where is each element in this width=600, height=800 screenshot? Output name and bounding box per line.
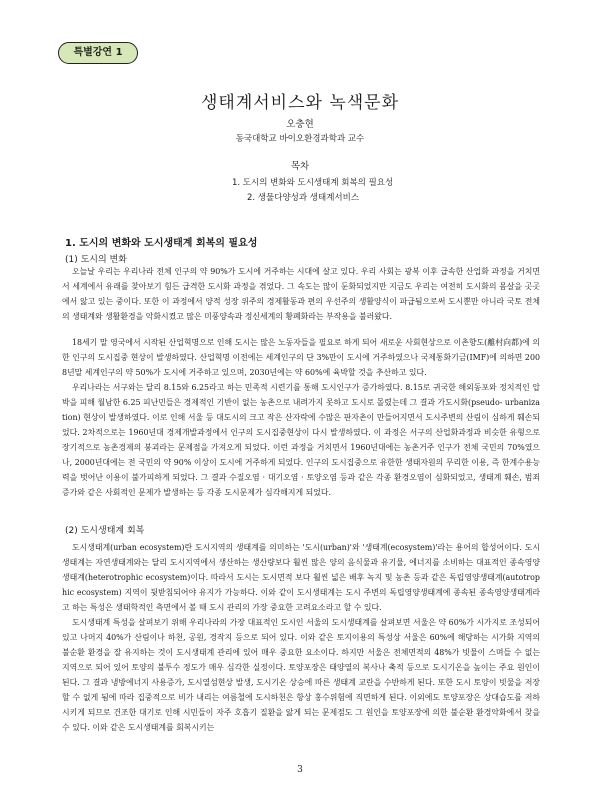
page-number: 3 (297, 765, 303, 775)
toc-item: 1. 도시의 변화와 도시생태계 회복의 필요성 (232, 178, 394, 188)
body-paragraph: 우리나라는 서구와는 달리 8.15와 6.25라고 하는 민족적 시련기를 통해 도시인구가 증가하였다. 8.15로 귀국한 해외동포와 정치적인 압박을 피해 월남한 6.25 피난민들은 경제적인 기반이 없는 농촌으로 내려가지 못하고 도시로 몰렸는데 그 결과 가도시화(pseudo- urbanization) 현상이 발생하였다. 이로 인해 서울 등 대도시의 크고 작은 산자락에 수많은 판자촌이 만들어지면서 도시주변의 산림이 심하게 훼손되었다. 2차적으로는 1960년대 경제개발과정에서 인구의 도시집중현상이 다시 발생하였다. 이 과정은 서구의 산업화과정과 비슷한 유형으로 장기적으로 농촌경제의 붕괴라는 문제점을 가져오게 되었다. 이런 과정을 거치면서 1960년대에는 농촌거주 인구가 전체 국민의 70%였으나, 2000년대에는 전 국민의 약 90% 이상이 도시에 거주하게 되었다. 인구의 도시집중으로 유한한 생태자원의 무리한 이용, 즉 한계수용능력을 벗어난 이용이 불가피하게 되었다. 그 결과 수질오염 · 대기오염 · 토양오염 등과 같은 각종 환경오염이 심화되었고, 생태계 훼손, 범죄 증가와 같은 사회적인 문제가 발생하는 등 각종 도시문제가 심각해지게 되었다. (62, 383, 540, 497)
table-of-contents (232, 176, 393, 206)
document-title: 생태계서비스와 녹색문화 (200, 93, 400, 113)
body-paragraph: 도시생태계(urban ecosystem)란 도시지역의 생태계를 의미하는 '도시(urban)'와 '생태계(ecosystem)'라는 용어의 합성어이다. 도시생태계는 자연생태계와는 달리 도시지역에서 생산하는 생산량보다 훨씬 많은 양의 음식물과 유기물, 에너지를 소비하는 대표적인 종속영양생태계(heterotrophic ecosystem)이다. 따라서 도시는 도시면적 보다 훨씬 넓은 배후 녹지 및 농촌 등과 같은 독립영양생태계(autotrophic ecosystem) 지역이 뒷받침되어야 유지가 가능하다. 이와 같이 도시생태계는 도시 주변의 독립영양생태계에 종속된 종속영양생태계라고 하는 특성은 생태학적인 측면에서 볼 때 도시 관리의 가장 중요한 고려요소라고 할 수 있다. (62, 543, 540, 612)
body-paragraph: 도시생태계 특성을 살펴보기 위해 우리나라의 가장 대표적인 도시인 서울의 도시생태계를 살펴보면 서울은 약 60%가 시가지로 조성되어 있고 나머지 40%가 산림이나 하천, 공원, 경작지 등으로 되어 있다. 이와 같은 토지이용의 특성상 서울은 60%에 해당하는 시가화 지역의 불순환 환경을 잘 유지하는 것이 도시생태계 관리에 있어 매우 중요한 요소이다. 하지만 서울은 전체면적의 48%가 빗물이 스며들 수 없는 지역으로 되어 있어 토양의 불투수 정도가 매우 심각한 실정이다. 토양포장은 태양열의 복사나 축적 등으로 도시기온을 높이는 주요 원인이 된다. 그 결과 냉방에너지 사용증가, 도시열섬현상 발생, 도시기온 상승에 따른 생태계 교란을 수반하게 된다. 또한 도시 토양이 빗물을 저장할 수 없게 됨에 따라 집중적으로 비가 내리는 여름철에 도시하천은 항상 홍수위험에 직면하게 된다. 이외에도 토양포장은 상대습도를 저하시키게 되므로 건조한 대기로 인해 시민들이 자주 호흡기 질환을 앓게 되는 문제점도 그 원인을 토양포장에 의한 불순환 환경악화에서 찾을 수 있다. 이와 같은 도시생태계를 회복시키는 (62, 618, 540, 732)
toc-item: 2. 생물다양성과 생태계서비스 (247, 193, 360, 203)
body-paragraph: 오늘날 우리는 우리나라 전체 인구의 약 90%가 도시에 거주하는 시대에 살고 있다. 우리 사회는 광복 이후 급속한 산업화 과정을 거치면서 세계에서 유래를 찾아보기 힘든 급격한 도시화 과정을 겪었다. 그 속도는 많이 둔화되었지만 지금도 우리는 여전히 도시화의 몸살을 곳곳에서 앓고 있는 중이다. 또한 이 과정에서 양적 성장 위주의 경제활동과 편의 우선주의 생활양식이 파급됨으로써 도시뿐만 아니라 국토 전체의 생태계와 생활환경을 악화시켰고 많은 미풍양속과 정신세계의 황폐화라는 부작용을 불러왔다. (62, 267, 540, 321)
body-paragraph: 18세기 말 영국에서 시작된 산업혁명으로 인해 도시는 많은 노동자들을 필요로 하게 되어 새로운 사회현상으로 이촌향도(離村向都)에 의한 인구의 도시집중 현상이 발생하였다. 산업혁명 이전에는 세계인구의 단 3%만이 도시에 거주하였으나 국제통화기금(IMF)에 의하면 2008년말 세계인구의 약 50%가 도시에 거주하고 있으며, 2030년에는 약 60%에 육박할 것을 추산하고 있다. (62, 338, 540, 377)
special-lecture-badge: 특별강연 1 (58, 42, 138, 64)
author-affiliation: 동국대학교 바이오환경과학과 교수 (235, 134, 365, 144)
subsection-heading-urban-change: (1) 도시의 변화 (65, 255, 127, 265)
section-heading: 1. 도시의 변화와 도시생태계 회복의 필요성 (65, 238, 258, 249)
toc-heading: 목차 (290, 161, 310, 172)
subsection-heading-ecosystem-recovery: (2) 도시생태계 회복 (65, 526, 145, 536)
author-name: 오충현 (286, 119, 314, 130)
